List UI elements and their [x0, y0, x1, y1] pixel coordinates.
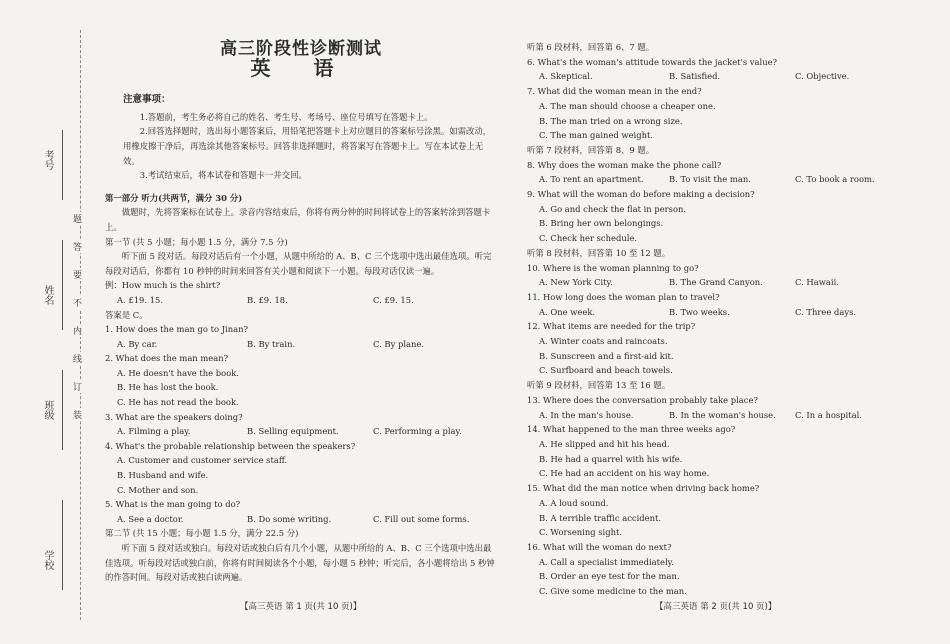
option: C. Check her schedule. — [539, 233, 638, 244]
option: C. He had an accident on his way home. — [539, 468, 710, 479]
option: B. Sunscreen and a first-aid kit. — [539, 350, 674, 361]
seal-char: 订 — [73, 380, 82, 393]
part1-instructions: 做题时，先将答案标在试卷上。录音内容结束后，你将有两分钟的时间将试卷上的答案转涂到答题卡上。 — [105, 207, 491, 232]
option: B. The man tried on a wrong size. — [539, 115, 683, 126]
option: C. He has not read the book. — [117, 397, 239, 408]
material-heading: 听第 7 段材料，回答第 8、9 题。 — [527, 144, 655, 155]
option: A. New York City. — [539, 277, 613, 288]
notes-title: 注意事项： — [123, 94, 171, 106]
page-1-footer: 【高三英语 第 1 页(共 10 页)】 — [240, 602, 362, 612]
label-kaohao: 考号 — [42, 150, 53, 170]
question-text: 13. Where does the conversation probably take place? — [527, 394, 758, 405]
option: C. Surfboard and beach towels. — [539, 365, 673, 376]
options-row — [527, 305, 907, 320]
option: B. £9. 18. — [247, 294, 288, 305]
question-text: 12. What items are needed for the trip? — [527, 321, 696, 332]
question-text: 9. What will the woman do before making a decision? — [527, 189, 755, 200]
section1-heading: 第一节 (共 5 小题；每小题 1.5 分，满分 7.5 分) — [105, 236, 288, 247]
option: C. Give some medicine to the man. — [539, 586, 687, 597]
option: B. In the woman's house. — [669, 409, 776, 420]
option: C. £9. 15. — [373, 294, 414, 305]
option: C. By plane. — [373, 338, 425, 349]
note-item: 1.答题前，考生务必将自己的姓名、考生号、考场号、座位号填写在答题卡上。 — [139, 111, 433, 122]
option: A. Filming a play. — [117, 426, 191, 437]
option: B. By train. — [247, 338, 296, 349]
xuexiao-blank[interactable] — [62, 500, 63, 590]
option: C. Hawaii. — [795, 277, 839, 288]
binding-margin — [0, 0, 100, 644]
option: A. A loud sound. — [539, 497, 609, 508]
options-row — [527, 172, 907, 187]
option: C. Objective. — [795, 71, 850, 82]
option: C. Mother and son. — [117, 484, 199, 495]
option: C. In a hospital. — [795, 409, 862, 420]
seal-char: 线 — [73, 352, 82, 365]
option: A. He slipped and hit his head. — [539, 438, 670, 449]
material-heading: 听第 6 段材料，回答第 6、7 题。 — [527, 42, 655, 52]
page-2-column — [527, 40, 907, 599]
option: A. Skeptical. — [539, 71, 593, 82]
label-xingming: 姓名 — [42, 285, 53, 305]
option: B. Do some writing. — [247, 513, 332, 524]
question-text: 6. What's the woman's attitude towards the jacket's value? — [527, 56, 778, 67]
section2-heading: 第二节 (共 15 小题；每小题 1.5 分，满分 22.5 分) — [105, 528, 299, 539]
option: B. Order an eye test for the man. — [539, 571, 680, 582]
option: B. Selling equipment. — [247, 426, 339, 437]
option: A. Winter coats and raincoats. — [539, 336, 668, 347]
options-row — [527, 275, 907, 290]
question-text: 7. What did the woman mean in the end? — [527, 86, 702, 97]
option: B. Two weeks. — [669, 306, 730, 317]
option: A. The man should choose a cheaper one. — [539, 100, 716, 111]
exam-title: 高三阶段性诊断测试 — [220, 39, 382, 59]
option: A. Call a specialist immediately. — [539, 556, 674, 567]
option: B. Bring her own belongings. — [539, 218, 664, 229]
question-text: 14. What happened to the man three weeks ago? — [527, 424, 736, 435]
question-text: 5. What is the man going to do? — [105, 499, 241, 510]
option: A. Go and check the flat in person. — [539, 203, 687, 214]
option: C. Performing a play. — [373, 426, 462, 437]
option: C. The man gained weight. — [539, 130, 654, 141]
example-question: 例：How much is the shirt? — [105, 280, 221, 291]
question-text: 2. What does the man mean? — [105, 353, 229, 364]
option: A. See a doctor. — [117, 513, 184, 524]
notes-section — [105, 93, 497, 183]
question-text: 11. How long does the woman plan to travel? — [527, 291, 720, 302]
option: A. Customer and customer service staff. — [117, 455, 288, 466]
note-item: 3.考试结束后，将本试卷和答题卡一并交回。 — [139, 170, 307, 181]
exam-subject: 英 语 — [250, 55, 352, 80]
question-text: 15. What did the man notice when driving back home? — [527, 483, 760, 494]
options-row — [105, 512, 497, 527]
option: B. To visit the man. — [669, 174, 751, 185]
question-text: 10. Where is the woman planning to go? — [527, 262, 699, 273]
question-text: 16. What will the woman do next? — [527, 541, 672, 552]
options-row — [105, 337, 497, 352]
label-xuexiao: 学校 — [42, 550, 53, 570]
option: C. Fill out some forms. — [373, 513, 470, 524]
page-2-footer: 【高三英语 第 2 页(共 10 页)】 — [655, 602, 777, 612]
part1-heading: 第一部分 听力(共两节，满分 30 分) — [105, 192, 243, 203]
page-1-column — [105, 40, 497, 585]
section2-instructions: 听下面 5 段对话或独白。每段对话或独白后有几个小题，从题中所给的 A、B、C 三个选项中选出最佳选项。听每段对话或独白前，你将有时间阅读各个小题，每小题 5 秒钟；听完后，各小题将给出 5 秒钟的作答时间。每段对话或独白读两遍。 — [105, 543, 495, 583]
example-answer: 答案是 C。 — [105, 309, 148, 320]
option: C. Worsening sight. — [539, 527, 623, 538]
option: A. To rent an apartment. — [539, 174, 644, 185]
section1-questions — [105, 322, 497, 526]
option: B. He has lost the book. — [117, 382, 219, 393]
option: B. He had a quarrel with his wife. — [539, 453, 683, 464]
question-text: 8. Why does the woman make the phone call? — [527, 159, 722, 170]
options-row — [527, 69, 907, 84]
xingming-blank[interactable] — [62, 240, 63, 330]
seal-char: 装 — [73, 408, 82, 421]
seal-char: 题 — [73, 212, 82, 225]
option: A. He doesn't have the book. — [117, 367, 239, 378]
seal-char: 要 — [73, 268, 82, 281]
option: C. To book a room. — [795, 174, 875, 185]
seal-char: 答 — [73, 240, 82, 253]
option: A. One week. — [539, 306, 596, 317]
label-banji: 班级 — [42, 400, 53, 420]
note-item: 2.回答选择题时，选出每小题答案后，用铅笔把答题卡上对应题目的答案标号涂黑。如需改动，用橡皮擦干净后，再选涂其他答案标号。回答非选择题时，将答案写在答题卡上。写在本试卷上无效。 — [123, 126, 492, 166]
options-row — [527, 408, 907, 423]
option: B. A terrible traffic accident. — [539, 512, 661, 523]
option: C. Three days. — [795, 306, 857, 317]
banji-blank[interactable] — [62, 370, 63, 450]
option: B. Satisfied. — [669, 71, 721, 82]
option: A. £19. 15. — [117, 294, 164, 305]
question-text: 4. What's the probable relationship between the speakers? — [105, 440, 356, 451]
options-row — [105, 424, 497, 439]
material-heading: 听第 9 段材料，回答第 13 至 16 题。 — [527, 380, 671, 391]
option: B. Husband and wife. — [117, 470, 209, 481]
example-options — [105, 293, 497, 308]
kaohao-blank[interactable] — [62, 130, 63, 200]
seal-char: 不 — [73, 296, 82, 309]
option: B. The Grand Canyon. — [669, 277, 763, 288]
question-text: 1. How does the man go to Jinan? — [105, 324, 248, 335]
seal-char: 内 — [73, 324, 82, 337]
section1-instructions: 听下面 5 段对话。每段对话后有一个小题，从题中所给的 A、B、C 三个选项中选出最佳选项。听完每段对话后，你都有 10 秒钟的时间来回答有关小题和阅读下一小题。每段对话仅读一遍。 — [105, 251, 492, 276]
option: A. By car. — [117, 338, 158, 349]
question-text: 3. What are the speakers doing? — [105, 411, 243, 422]
material-heading: 听第 8 段材料，回答第 10 至 12 题。 — [527, 247, 671, 258]
option: A. In the man's house. — [539, 409, 634, 420]
